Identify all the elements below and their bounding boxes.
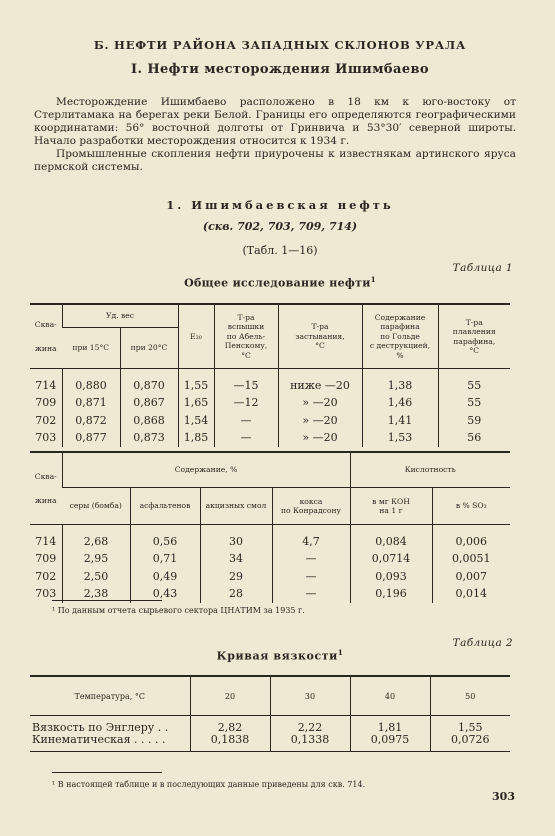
footnote-table1: ¹ По данным отчета сырьевого сектора ЦНАТИМ за 1935 г. (52, 606, 305, 615)
table-row: 702 0,872 0,868 1,54 — » —20 1,41 59 (30, 412, 510, 430)
t3-header-temp: 20 (190, 676, 270, 716)
t2-header-so3: в % SO₃ (432, 488, 510, 525)
t2-header-content: Содержание, % (62, 452, 350, 488)
t2-header-asphaltenes: асфальтенов (130, 488, 200, 525)
t2-header-well: Сква- жина (30, 452, 62, 525)
t1-header-melt: Т-ра плавления парафина, °С (438, 304, 510, 369)
oil-title: 1. Ишимбаевская нефть (166, 198, 394, 212)
table-row: 709 2,95 0,71 34 — 0,0714 0,0051 (30, 550, 510, 568)
t3-header-temperature: Температура, °С (30, 676, 190, 716)
t2-header-coke: кокса по Конрадсону (272, 488, 350, 525)
t1-header-flash: Т-ра вспышки по Абель- Пенскому, °С (214, 304, 278, 369)
footnote-table2: ¹ В настоящей таблице и в последующих данные приведены для скв. 714. (52, 780, 366, 789)
t1-header-pour: Т-ра застывания, °С (278, 304, 362, 369)
footnote-rule (52, 772, 162, 773)
table2-title (60, 648, 500, 663)
wells-list: (скв. 702, 703, 709, 714) (202, 220, 358, 233)
t2-header-sulfur: серы (бомба) (62, 488, 130, 525)
t1-header-paraffin: Содержание парафина по Гольде с деструкцией, % (362, 304, 438, 369)
table-row: 703 0,877 0,873 1,85 — » —20 1,53 56 (30, 429, 510, 447)
table-row: 709 0,871 0,867 1,65 —12 » —20 1,46 55 (30, 394, 510, 412)
t2-header-acidity: Кислотность (350, 452, 510, 488)
intro-paragraphs (34, 96, 516, 174)
table-row: 714 0,880 0,870 1,55 —15 ниже —20 1,38 55 (30, 377, 510, 395)
table-row: 714 2,68 0,56 30 4,7 0,084 0,006 (30, 533, 510, 551)
page-number: 303 (492, 790, 515, 803)
table2-footnote-mark: 1 (337, 648, 344, 657)
table2-label: Таблица 2 (452, 637, 513, 649)
table-row: 703 2,38 0,43 28 — 0,196 0,014 (30, 585, 510, 603)
t1-header-e20: E₂₀ (178, 304, 214, 369)
composition-acidity-table (30, 451, 510, 603)
t3-header-temp: 50 (430, 676, 510, 716)
footnote-rule (52, 600, 162, 601)
t2-header-resins: акцизных смол (200, 488, 272, 525)
table-row: 702 2,50 0,49 29 — 0,093 0,007 (30, 568, 510, 586)
t3-header-temp: 30 (270, 676, 350, 716)
table1-label: Таблица 1 (452, 262, 513, 274)
table1-title (60, 275, 500, 290)
table1-footnote-mark: 1 (370, 275, 376, 284)
table2-title-text: Кривая вязкости (216, 649, 338, 663)
general-analysis-table (30, 303, 510, 447)
paragraph-deposits: Промышленные скопления нефти приурочены к известнякам артинского яруса пермской системы. (34, 148, 516, 173)
subsection-heading: I. Нефти месторождения Ишимбаево (130, 62, 429, 77)
table1-title-text: Общее исследование нефти (184, 276, 371, 290)
viscosity-curve-table (30, 675, 510, 752)
paragraph-location: Месторождение Ишимбаево расположено в 18 км к юго-востоку от Стерлитамака на берегах реки Белой. Границы его определяются географическими координатами: 56° восточной долготы от Гринвича и 53°30′ северной широты. Начало разработки месторождения относится к 1934 г. (34, 96, 516, 147)
tables-reference: (Табл. 1—16) (242, 244, 318, 257)
t1-header-d20: при 20°С (120, 328, 178, 369)
t1-header-d15: при 15°С (62, 328, 120, 369)
t3-header-temp: 40 (350, 676, 430, 716)
t2-header-koh: в мг КОН на 1 г (350, 488, 432, 525)
table-row: Вязкость по Энглеру . . Кинематическая . . . . . 2,82 0,1838 2,22 0,1338 1,81 0,0975 1,55 0,0726 (30, 716, 510, 752)
t1-header-density: Уд. вес (62, 304, 178, 328)
section-heading: Б. НЕФТИ РАЙОНА ЗАПАДНЫХ СКЛОНОВ УРАЛА (93, 38, 467, 52)
t1-header-well: Сква- жина (30, 304, 62, 369)
